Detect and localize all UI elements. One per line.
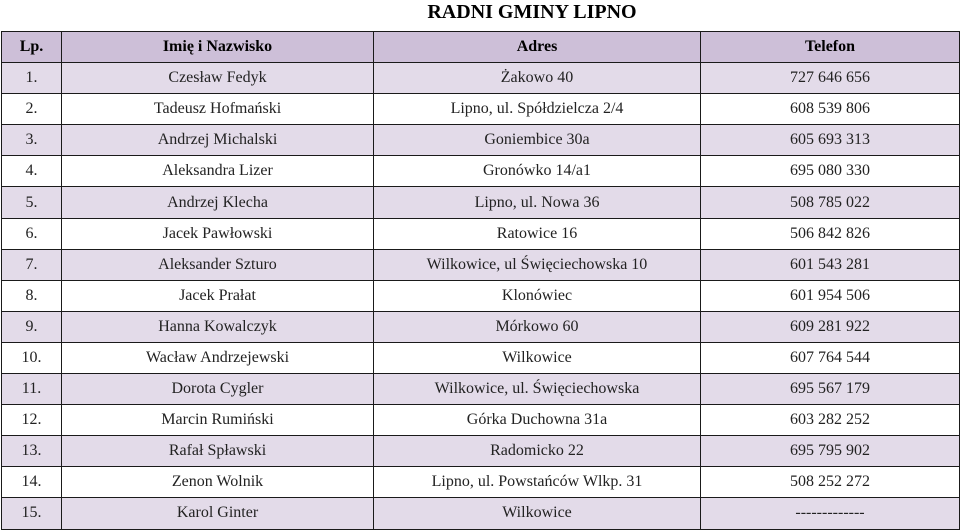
header-address: Adres — [374, 32, 701, 63]
member-address: Wilkowice — [374, 498, 701, 529]
member-address: Lipno, ul. Nowa 36 — [374, 187, 701, 218]
member-phone: ------------- — [701, 498, 960, 529]
member-phone: 601 543 281 — [701, 249, 960, 280]
member-name: Zenon Wolnik — [62, 467, 374, 498]
member-phone: 601 954 506 — [701, 280, 960, 311]
member-address: Lipno, ul. Powstańców Wlkp. 31 — [374, 467, 701, 498]
member-name: Rafał Spławski — [62, 436, 374, 467]
row-number: 8. — [2, 280, 62, 311]
member-phone: 607 764 544 — [701, 342, 960, 373]
member-phone: 609 281 922 — [701, 311, 960, 342]
row-number: 14. — [2, 467, 62, 498]
row-number: 13. — [2, 436, 62, 467]
member-name: Andrzej Klecha — [62, 187, 374, 218]
table-row — [2, 311, 960, 342]
member-address: Gronówko 14/a1 — [374, 156, 701, 187]
member-phone: 605 693 313 — [701, 125, 960, 156]
page-title: RADNI GMINY LIPNO — [427, 1, 637, 23]
row-number: 4. — [2, 156, 62, 187]
member-address: Wilkowice, ul Święciechowska 10 — [374, 249, 701, 280]
member-name: Hanna Kowalczyk — [62, 311, 374, 342]
table-row — [2, 436, 960, 467]
table-row — [2, 94, 960, 125]
row-number: 6. — [2, 218, 62, 249]
member-name: Aleksander Szturo — [62, 249, 374, 280]
member-phone: 603 282 252 — [701, 405, 960, 436]
member-phone: 608 539 806 — [701, 94, 960, 125]
member-name: Marcin Rumiński — [62, 405, 374, 436]
member-name: Jacek Prałat — [62, 280, 374, 311]
council-members-table — [1, 31, 960, 530]
table-header-row — [2, 32, 960, 63]
table-row — [2, 374, 960, 405]
table-row — [2, 125, 960, 156]
member-name: Jacek Pawłowski — [62, 218, 374, 249]
row-number: 15. — [2, 498, 62, 529]
member-address: Lipno, ul. Spółdzielcza 2/4 — [374, 94, 701, 125]
table-row — [2, 156, 960, 187]
member-address: Radomicko 22 — [374, 436, 701, 467]
member-phone: 695 795 902 — [701, 436, 960, 467]
member-phone: 695 567 179 — [701, 374, 960, 405]
row-number: 2. — [2, 94, 62, 125]
member-address: Goniembice 30a — [374, 125, 701, 156]
member-name: Karol Ginter — [62, 498, 374, 529]
header-name: Imię i Nazwisko — [62, 32, 374, 63]
member-address: Wilkowice — [374, 342, 701, 373]
member-address: Klonówiec — [374, 280, 701, 311]
row-number: 11. — [2, 374, 62, 405]
member-address: Wilkowice, ul. Święciechowska — [374, 374, 701, 405]
row-number: 7. — [2, 249, 62, 280]
member-name: Aleksandra Lizer — [62, 156, 374, 187]
member-name: Tadeusz Hofmański — [62, 94, 374, 125]
table-row — [2, 218, 960, 249]
member-name: Czesław Fedyk — [62, 63, 374, 94]
member-phone: 727 646 656 — [701, 63, 960, 94]
member-name: Dorota Cygler — [62, 374, 374, 405]
header-phone: Telefon — [701, 32, 960, 63]
table-row — [2, 342, 960, 373]
header-lp: Lp. — [2, 32, 62, 63]
member-address: Mórkowo 60 — [374, 311, 701, 342]
table-row — [2, 249, 960, 280]
row-number: 9. — [2, 311, 62, 342]
table-row — [2, 405, 960, 436]
member-address: Górka Duchowna 31a — [374, 405, 701, 436]
member-address: Żakowo 40 — [374, 63, 701, 94]
member-name: Andrzej Michalski — [62, 125, 374, 156]
table-row — [2, 63, 960, 94]
row-number: 3. — [2, 125, 62, 156]
table-row — [2, 467, 960, 498]
row-number: 12. — [2, 405, 62, 436]
member-address: Ratowice 16 — [374, 218, 701, 249]
row-number: 1. — [2, 63, 62, 94]
member-phone: 508 252 272 — [701, 467, 960, 498]
table-row — [2, 187, 960, 218]
member-phone: 508 785 022 — [701, 187, 960, 218]
member-phone: 695 080 330 — [701, 156, 960, 187]
member-phone: 506 842 826 — [701, 218, 960, 249]
table-row — [2, 280, 960, 311]
table-row — [2, 498, 960, 529]
row-number: 10. — [2, 342, 62, 373]
member-name: Wacław Andrzejewski — [62, 342, 374, 373]
row-number: 5. — [2, 187, 62, 218]
